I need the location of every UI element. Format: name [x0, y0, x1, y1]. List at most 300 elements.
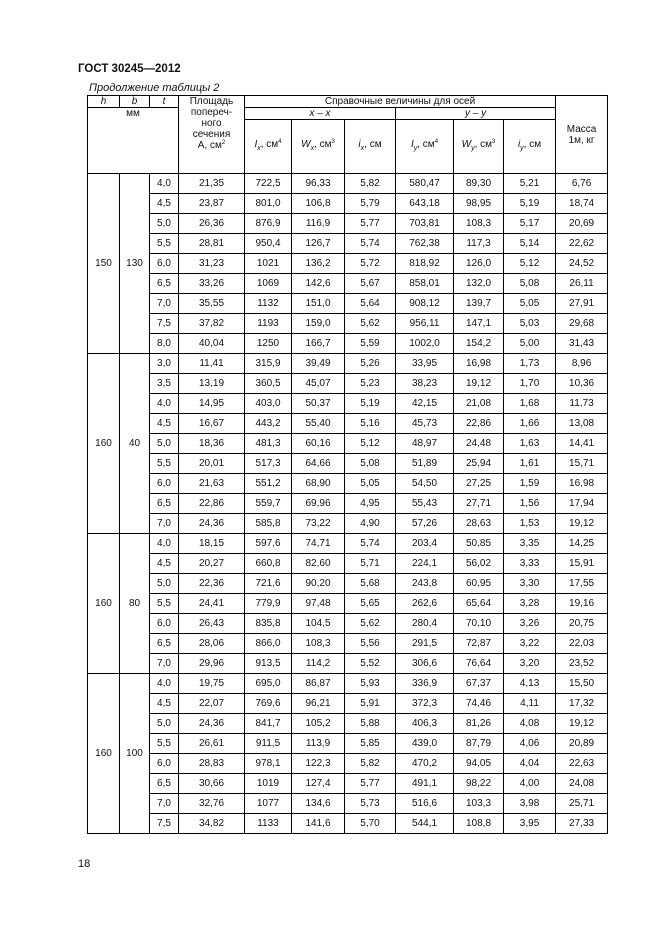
cell-area: 26,36	[179, 214, 245, 234]
table-row	[88, 534, 608, 554]
cell-Iy: 306,6	[396, 654, 454, 674]
table-row	[88, 454, 608, 474]
cell-ix: 5,71	[345, 554, 396, 574]
cell-b: 100	[120, 674, 150, 834]
Iy-unit: , см	[417, 139, 435, 150]
cell-Wy: 108,3	[454, 214, 504, 234]
cell-area: 30,66	[179, 774, 245, 794]
cell-Ix: 1069	[245, 274, 292, 294]
cell-Ix: 597,6	[245, 534, 292, 554]
cell-t: 8,0	[150, 334, 179, 354]
cell-iy: 3,30	[504, 574, 556, 594]
Wx-sub: x	[310, 145, 315, 152]
col-Iy	[396, 120, 454, 174]
cell-mass: 14,41	[556, 434, 608, 454]
cell-Iy: 42,15	[396, 394, 454, 414]
table-row	[88, 794, 608, 814]
cell-Ix: 978,1	[245, 754, 292, 774]
cell-iy: 4,13	[504, 674, 556, 694]
cell-t: 7,0	[150, 794, 179, 814]
cell-Wx: 69,96	[292, 494, 345, 514]
cell-t: 4,5	[150, 694, 179, 714]
cell-area: 22,86	[179, 494, 245, 514]
table-row	[88, 234, 608, 254]
Ix-unit: , см	[260, 139, 279, 150]
cell-t: 6,5	[150, 774, 179, 794]
col-mass	[556, 96, 608, 174]
cell-b: 130	[120, 174, 150, 354]
cell-iy: 4,11	[504, 694, 556, 714]
cell-area: 24,36	[179, 514, 245, 534]
cell-Ix: 769,6	[245, 694, 292, 714]
Iy-sub: y	[413, 145, 418, 152]
cell-iy: 3,95	[504, 814, 556, 834]
ix-symbol: i	[358, 139, 361, 150]
cell-t: 4,5	[150, 414, 179, 434]
col-Wy	[454, 120, 504, 174]
Wy-symbol: W	[461, 139, 472, 150]
profile-table	[87, 95, 608, 834]
col-Ix	[245, 120, 292, 174]
ix-sub: x	[360, 145, 365, 152]
table-row	[88, 594, 608, 614]
cell-Wy: 147,1	[454, 314, 504, 334]
cell-ix: 5,72	[345, 254, 396, 274]
cell-t: 7,0	[150, 654, 179, 674]
cell-mass: 15,91	[556, 554, 608, 574]
cell-ix: 5,52	[345, 654, 396, 674]
cell-iy: 4,00	[504, 774, 556, 794]
cell-Wx: 122,3	[292, 754, 345, 774]
Iy-symbol: I	[410, 139, 414, 150]
table-body	[88, 174, 608, 834]
cell-Wx: 166,7	[292, 334, 345, 354]
table-header	[88, 96, 608, 174]
axis-y-header: y – y	[396, 108, 556, 120]
cell-Wx: 104,5	[292, 614, 345, 634]
cell-Ix: 481,3	[245, 434, 292, 454]
iy-sub: y	[520, 145, 524, 152]
cell-Ix: 1077	[245, 794, 292, 814]
cell-iy: 4,08	[504, 714, 556, 734]
cell-Wy: 132,0	[454, 274, 504, 294]
cell-ix: 5,12	[345, 434, 396, 454]
cell-ix: 5,77	[345, 774, 396, 794]
cell-Wx: 116,9	[292, 214, 345, 234]
table-row	[88, 474, 608, 494]
cell-Wy: 19,12	[454, 374, 504, 394]
cell-Wx: 97,48	[292, 594, 345, 614]
cell-area: 24,41	[179, 594, 245, 614]
cell-iy: 1,56	[504, 494, 556, 514]
cell-t: 4,0	[150, 394, 179, 414]
cell-ix: 5,59	[345, 334, 396, 354]
cell-mass: 31,43	[556, 334, 608, 354]
cell-Ix: 1019	[245, 774, 292, 794]
cell-area: 14,95	[179, 394, 245, 414]
cell-t: 6,0	[150, 474, 179, 494]
cell-Ix: 403,0	[245, 394, 292, 414]
table-row	[88, 394, 608, 414]
cell-area: 23,87	[179, 194, 245, 214]
cell-area: 28,06	[179, 634, 245, 654]
cell-Wy: 108,8	[454, 814, 504, 834]
cell-Iy: 54,50	[396, 474, 454, 494]
cell-Iy: 762,38	[396, 234, 454, 254]
cell-Iy: 516,6	[396, 794, 454, 814]
cell-Iy: 580,47	[396, 174, 454, 194]
cell-Wy: 24,48	[454, 434, 504, 454]
cell-Iy: 643,18	[396, 194, 454, 214]
cell-iy: 5,00	[504, 334, 556, 354]
cell-t: 7,5	[150, 814, 179, 834]
cell-mass: 27,91	[556, 294, 608, 314]
table-row	[88, 614, 608, 634]
table-row	[88, 294, 608, 314]
cell-iy: 4,04	[504, 754, 556, 774]
cell-Wy: 56,02	[454, 554, 504, 574]
table-row	[88, 634, 608, 654]
cell-Wy: 67,37	[454, 674, 504, 694]
cell-mass: 20,75	[556, 614, 608, 634]
cell-Wy: 98,95	[454, 194, 504, 214]
ix-unit: , см	[364, 139, 382, 150]
cell-Ix: 835,8	[245, 614, 292, 634]
col-ix	[345, 120, 396, 174]
cell-iy: 5,17	[504, 214, 556, 234]
area-unit: A, см	[197, 140, 222, 151]
area-line-2: попереч-	[190, 107, 233, 118]
cell-Wx: 64,66	[292, 454, 345, 474]
cell-ix: 5,88	[345, 714, 396, 734]
cell-iy: 3,98	[504, 794, 556, 814]
cell-t: 6,5	[150, 494, 179, 514]
cell-Wy: 89,30	[454, 174, 504, 194]
cell-Iy: 703,81	[396, 214, 454, 234]
cell-ix: 5,85	[345, 734, 396, 754]
cell-Ix: 551,2	[245, 474, 292, 494]
table-row	[88, 574, 608, 594]
col-area	[179, 96, 245, 174]
cell-mass: 25,71	[556, 794, 608, 814]
cell-iy: 3,20	[504, 654, 556, 674]
cell-t: 5,5	[150, 454, 179, 474]
table-row	[88, 194, 608, 214]
cell-iy: 3,35	[504, 534, 556, 554]
cell-mass: 17,55	[556, 574, 608, 594]
cell-t: 6,0	[150, 254, 179, 274]
cell-Wx: 113,9	[292, 734, 345, 754]
table-row	[88, 434, 608, 454]
cell-ix: 5,62	[345, 614, 396, 634]
cell-t: 5,0	[150, 574, 179, 594]
area-line-1: Площадь	[189, 96, 234, 107]
cell-Wy: 27,25	[454, 474, 504, 494]
cell-Wy: 70,10	[454, 614, 504, 634]
table-row	[88, 514, 608, 534]
table-row	[88, 754, 608, 774]
cell-Ix: 950,4	[245, 234, 292, 254]
cell-mass: 10,36	[556, 374, 608, 394]
area-unit-sup: 2	[221, 140, 226, 146]
cell-iy: 3,26	[504, 614, 556, 634]
cell-Wx: 73,22	[292, 514, 345, 534]
cell-area: 20,01	[179, 454, 245, 474]
cell-area: 19,75	[179, 674, 245, 694]
cell-area: 31,23	[179, 254, 245, 274]
cell-iy: 1,70	[504, 374, 556, 394]
cell-Wy: 65,64	[454, 594, 504, 614]
cell-Wx: 55,40	[292, 414, 345, 434]
cell-mass: 15,71	[556, 454, 608, 474]
cell-mass: 22,03	[556, 634, 608, 654]
cell-area: 28,83	[179, 754, 245, 774]
cell-Wy: 72,87	[454, 634, 504, 654]
cell-t: 5,5	[150, 594, 179, 614]
cell-Wx: 141,6	[292, 814, 345, 834]
cell-Ix: 801,0	[245, 194, 292, 214]
cell-area: 16,67	[179, 414, 245, 434]
Ix-sup: 4	[278, 139, 282, 145]
cell-area: 28,81	[179, 234, 245, 254]
cell-Wy: 103,3	[454, 794, 504, 814]
cell-Ix: 779,9	[245, 594, 292, 614]
cell-mass: 11,73	[556, 394, 608, 414]
area-line-3: ного	[201, 118, 222, 129]
cell-area: 26,43	[179, 614, 245, 634]
cell-Ix: 1132	[245, 294, 292, 314]
cell-Wx: 142,6	[292, 274, 345, 294]
Wy-sub: y	[471, 145, 475, 152]
cell-t: 3,5	[150, 374, 179, 394]
cell-ix: 5,73	[345, 794, 396, 814]
col-t: t	[150, 96, 179, 108]
table-row	[88, 554, 608, 574]
Ix-sub: x	[257, 145, 261, 152]
cell-Wy: 94,05	[454, 754, 504, 774]
cell-t: 7,5	[150, 314, 179, 334]
cell-area: 40,04	[179, 334, 245, 354]
cell-Ix: 866,0	[245, 634, 292, 654]
cell-ix: 5,19	[345, 394, 396, 414]
mass-line-1: Масса	[566, 123, 597, 135]
table-row	[88, 494, 608, 514]
cell-iy: 1,53	[504, 514, 556, 534]
cell-Ix: 721,6	[245, 574, 292, 594]
cell-area: 21,63	[179, 474, 245, 494]
cell-Ix: 1193	[245, 314, 292, 334]
cell-Wx: 86,87	[292, 674, 345, 694]
cell-ix: 4,95	[345, 494, 396, 514]
cell-Ix: 722,5	[245, 174, 292, 194]
cell-Iy: 336,9	[396, 674, 454, 694]
cell-iy: 1,61	[504, 454, 556, 474]
cell-Wx: 126,7	[292, 234, 345, 254]
cell-Iy: 470,2	[396, 754, 454, 774]
cell-Wy: 154,2	[454, 334, 504, 354]
cell-ix: 5,64	[345, 294, 396, 314]
cell-t: 7,0	[150, 514, 179, 534]
cell-mass: 16,98	[556, 474, 608, 494]
cell-ix: 5,74	[345, 534, 396, 554]
cell-h: 160	[88, 674, 120, 834]
area-line-4: сечения	[192, 129, 231, 140]
cell-Ix: 1133	[245, 814, 292, 834]
cell-Iy: 224,1	[396, 554, 454, 574]
cell-Iy: 45,73	[396, 414, 454, 434]
table-row	[88, 214, 608, 234]
cell-t: 4,5	[150, 194, 179, 214]
cell-Wy: 76,64	[454, 654, 504, 674]
cell-iy: 1,59	[504, 474, 556, 494]
cell-t: 5,5	[150, 734, 179, 754]
cell-t: 6,5	[150, 274, 179, 294]
cell-Iy: 55,43	[396, 494, 454, 514]
table-caption: Продолжение таблицы 2	[89, 82, 220, 94]
Ix-symbol: I	[254, 139, 258, 150]
table-row	[88, 414, 608, 434]
cell-Wx: 114,2	[292, 654, 345, 674]
cell-Ix: 517,3	[245, 454, 292, 474]
col-h: h	[88, 96, 120, 108]
cell-area: 35,55	[179, 294, 245, 314]
cell-mass: 23,52	[556, 654, 608, 674]
cell-b: 40	[120, 354, 150, 534]
cell-mass: 18,74	[556, 194, 608, 214]
cell-h: 160	[88, 354, 120, 534]
Iy-sup: 4	[434, 139, 439, 145]
cell-Wy: 117,3	[454, 234, 504, 254]
cell-ix: 5,67	[345, 274, 396, 294]
cell-ix: 5,82	[345, 754, 396, 774]
cell-Wx: 45,07	[292, 374, 345, 394]
cell-ix: 5,08	[345, 454, 396, 474]
cell-Iy: 51,89	[396, 454, 454, 474]
table-row	[88, 674, 608, 694]
cell-Iy: 858,01	[396, 274, 454, 294]
cell-Iy: 57,26	[396, 514, 454, 534]
cell-ix: 5,56	[345, 634, 396, 654]
cell-Iy: 491,1	[396, 774, 454, 794]
cell-t: 6,0	[150, 754, 179, 774]
table-row	[88, 654, 608, 674]
table-row	[88, 274, 608, 294]
cell-iy: 5,05	[504, 294, 556, 314]
cell-area: 33,26	[179, 274, 245, 294]
cell-Wx: 106,8	[292, 194, 345, 214]
table-row	[88, 774, 608, 794]
cell-ix: 5,79	[345, 194, 396, 214]
cell-Wx: 159,0	[292, 314, 345, 334]
cell-Iy: 291,5	[396, 634, 454, 654]
cell-Wx: 136,2	[292, 254, 345, 274]
cell-area: 20,27	[179, 554, 245, 574]
cell-mass: 15,50	[556, 674, 608, 694]
cell-area: 22,07	[179, 694, 245, 714]
table-row	[88, 334, 608, 354]
cell-Wx: 82,60	[292, 554, 345, 574]
cell-Wy: 21,08	[454, 394, 504, 414]
cell-Iy: 908,12	[396, 294, 454, 314]
cell-iy: 3,28	[504, 594, 556, 614]
cell-ix: 5,68	[345, 574, 396, 594]
cell-h: 160	[88, 534, 120, 674]
cell-Ix: 660,8	[245, 554, 292, 574]
cell-Ix: 876,9	[245, 214, 292, 234]
cell-Wx: 74,71	[292, 534, 345, 554]
cell-Ix: 360,5	[245, 374, 292, 394]
cell-mass: 20,89	[556, 734, 608, 754]
col-Wx	[292, 120, 345, 174]
cell-Ix: 443,2	[245, 414, 292, 434]
cell-Iy: 38,23	[396, 374, 454, 394]
cell-mass: 13,08	[556, 414, 608, 434]
cell-mass: 19,12	[556, 714, 608, 734]
cell-ix: 5,91	[345, 694, 396, 714]
table-row	[88, 174, 608, 194]
cell-Ix: 1250	[245, 334, 292, 354]
cell-Iy: 818,92	[396, 254, 454, 274]
cell-t: 6,0	[150, 614, 179, 634]
cell-iy: 1,73	[504, 354, 556, 374]
cell-Wy: 74,46	[454, 694, 504, 714]
col-b: b	[120, 96, 150, 108]
cell-Iy: 372,3	[396, 694, 454, 714]
cell-mass: 22,63	[556, 754, 608, 774]
unit-mm: мм	[88, 108, 179, 174]
Wx-symbol: W	[301, 139, 311, 150]
cell-Ix: 911,5	[245, 734, 292, 754]
cell-area: 37,82	[179, 314, 245, 334]
table-row	[88, 254, 608, 274]
cell-Iy: 33,95	[396, 354, 454, 374]
table-row	[88, 814, 608, 834]
table-row	[88, 734, 608, 754]
cell-Wy: 139,7	[454, 294, 504, 314]
cell-mass: 8,96	[556, 354, 608, 374]
cell-mass: 24,52	[556, 254, 608, 274]
cell-mass: 26,11	[556, 274, 608, 294]
cell-ix: 5,82	[345, 174, 396, 194]
cell-iy: 3,22	[504, 634, 556, 654]
cell-mass: 22,62	[556, 234, 608, 254]
cell-Wy: 98,22	[454, 774, 504, 794]
cell-Wx: 108,3	[292, 634, 345, 654]
cell-t: 6,5	[150, 634, 179, 654]
cell-area: 24,36	[179, 714, 245, 734]
cell-ix: 5,70	[345, 814, 396, 834]
cell-mass: 19,16	[556, 594, 608, 614]
cell-ix: 5,16	[345, 414, 396, 434]
cell-b: 80	[120, 534, 150, 674]
cell-Ix: 559,7	[245, 494, 292, 514]
cell-area: 34,82	[179, 814, 245, 834]
cell-Iy: 544,1	[396, 814, 454, 834]
cell-Iy: 439,0	[396, 734, 454, 754]
page-number: 18	[78, 858, 91, 870]
cell-Wy: 28,63	[454, 514, 504, 534]
cell-Iy: 280,4	[396, 614, 454, 634]
document-title: ГОСТ 30245—2012	[78, 63, 181, 75]
cell-Wx: 60,16	[292, 434, 345, 454]
cell-Wy: 16,98	[454, 354, 504, 374]
col-iy	[504, 120, 556, 174]
cell-Wy: 81,26	[454, 714, 504, 734]
cell-mass: 17,32	[556, 694, 608, 714]
cell-iy: 3,33	[504, 554, 556, 574]
cell-t: 5,0	[150, 214, 179, 234]
cell-Wx: 134,6	[292, 794, 345, 814]
